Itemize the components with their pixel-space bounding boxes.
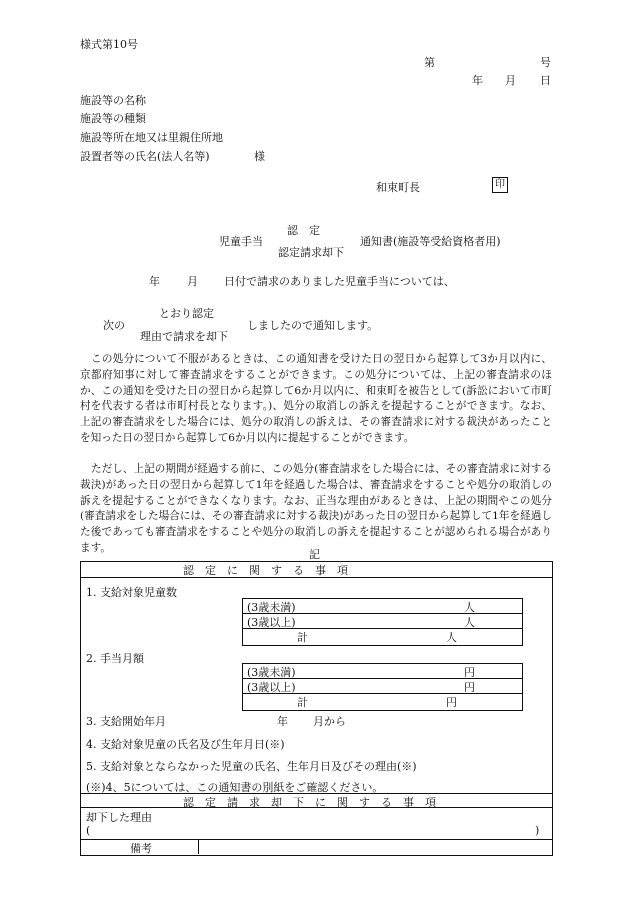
date-day: 日 — [540, 74, 551, 87]
paren-close: ) — [535, 824, 540, 837]
mayor-title: 和束町長 — [376, 181, 420, 194]
seal-mark: 印 — [492, 177, 508, 193]
table-divider — [198, 839, 199, 854]
appeal-notice-paragraph-2: ただし、上記の期間が経過する前に、この処分(審査請求をした場合には、その審査請求に対する裁決)があった日の翌日から起算して1年を経過した場合は、審査請求をすることや処分の取消しの訴えを提起することができなくなります。なお、正当な理由があるときは、上記の期間やこの処分(審査請求をした場合には、その審査請求に対する裁決)があった日の翌日から起算して1年を経過した後であっても審査請求をすることや処分の取消しの訴えを提起することが認められる場合があります。 — [80, 463, 552, 554]
decision-option-approve: とおり認定 — [159, 307, 214, 320]
unit-yen: 円 — [464, 666, 475, 679]
appeal-notice-paragraph-1: この処分について不服があるときは、この通知書を受けた日の翌日から起算して3か月以内に、京都府知事に対して審査請求をすることができます。この処分については、上記の審査請求のほか、この通知を受けた日の翌日から起算して6か月以内に、和束町を被告として(訴訟において市町村を代表する者は市町村長となります。)、処分の取消しの訴えを提起することができます。なお、上記の審査請求をした場合には、処分の取消しの訴えは、その審査請求に対する裁決があったことを知った日の翌日から起算して6か月以内に提起することができます。 — [80, 353, 552, 444]
document-number-suffix: 号 — [540, 56, 551, 69]
date-month: 月 — [505, 74, 516, 87]
title-suffix: 通知書(施設等受給資格者用) — [360, 235, 501, 248]
remarks-label: 備考 — [130, 842, 152, 855]
paren-open: ( — [86, 824, 91, 837]
item-4-label: 4. 支給対象児童の氏名及び生年月日(※) — [86, 738, 285, 751]
form-number: 様式第10号 — [80, 38, 138, 51]
title-prefix: 児童手当 — [219, 235, 263, 248]
unit-person: 人 — [464, 601, 475, 614]
document-number-prefix: 第 — [424, 56, 435, 69]
ki-heading: 記 — [309, 548, 320, 561]
item-2-label: 2. 手当月額 — [86, 652, 144, 665]
date-year: 年 — [472, 74, 483, 87]
over-3-label: (3歳以上) — [247, 681, 296, 694]
under-3-label: (3歳未満) — [247, 666, 296, 679]
facility-type-label: 施設等の種類 — [80, 112, 146, 125]
start-month: 月から — [313, 715, 346, 728]
decision-option-reject: 理由で請求を却下 — [140, 330, 228, 343]
unit-yen: 円 — [464, 681, 475, 694]
facility-name-label: 施設等の名称 — [80, 94, 146, 107]
rejection-reason-label: 却下した理由 — [86, 811, 152, 824]
unit-yen: 円 — [446, 696, 457, 709]
intro-text: 日付で請求のありました児童手当については、 — [224, 275, 455, 288]
decision-suffix: しましたので通知します。 — [247, 319, 379, 332]
honorific: 様 — [254, 150, 265, 163]
intro-month: 月 — [187, 275, 198, 288]
owner-name-label: 設置者等の氏名(法人名等) — [80, 150, 210, 163]
title-option-approve: 認 定 — [287, 224, 320, 237]
rejection-section-header: 認 定 請 求 却 下 に 関 す る 事 項 — [183, 796, 436, 809]
start-year: 年 — [277, 715, 288, 728]
total-label: 計 — [297, 631, 308, 644]
total-label: 計 — [297, 696, 308, 709]
over-3-label: (3歳以上) — [247, 616, 296, 629]
facility-address-label: 施設等所在地又は里親住所地 — [80, 131, 223, 144]
title-option-reject: 認定請求却下 — [278, 246, 344, 259]
item-3-label: 3. 支給開始年月 — [86, 715, 166, 728]
attachment-note: (※)4、5については、この通知書の別紙をご確認ください。 — [86, 781, 384, 794]
approval-section-header: 認 定 に 関 す る 事 項 — [183, 564, 348, 577]
intro-year: 年 — [149, 275, 160, 288]
unit-person: 人 — [446, 631, 457, 644]
under-3-label: (3歳未満) — [247, 601, 296, 614]
unit-person: 人 — [464, 616, 475, 629]
item-5-label: 5. 支給対象とならなかった児童の氏名、生年月日及びその理由(※) — [86, 760, 417, 773]
item-1-label: 1. 支給対象児童数 — [86, 586, 177, 599]
decision-prefix: 次の — [103, 319, 125, 332]
